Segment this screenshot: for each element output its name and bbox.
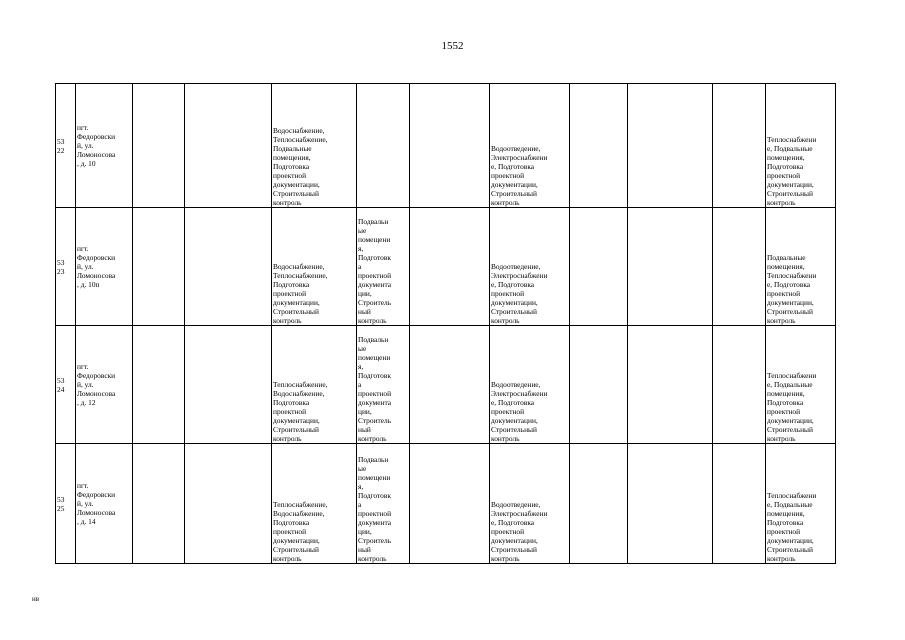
empty-cell: [570, 208, 628, 326]
works-cell: Водоотведение, Электроснабжени е, Подготовка проектной документации, Строительный контроль: [490, 444, 570, 564]
works-cell: Теплоснабжени е, Подвальные помещения, Подготовка проектной документации, Строительный контроль: [766, 84, 836, 208]
empty-cell: [713, 208, 766, 326]
table-row: [56, 208, 836, 326]
empty-cell: [133, 444, 185, 564]
empty-cell: [628, 326, 713, 444]
row-number-cell: 53 22: [56, 84, 76, 208]
works-cell: Водоснабжение, Теплоснабжение, Подготовка проектной документации, Строительный контроль: [272, 208, 357, 326]
address-cell: пгт. Федоровски й, ул. Ломоносова , д. 10: [76, 84, 133, 208]
empty-cell: [133, 84, 185, 208]
empty-cell: [185, 444, 272, 564]
empty-cell: [185, 208, 272, 326]
address-cell: пгт. Федоровски й, ул. Ломоносова , д. 12: [76, 326, 133, 444]
works-cell: Водоотведение, Электроснабжени е, Подготовка проектной документации, Строительный контроль: [490, 326, 570, 444]
page-number: 1552: [441, 40, 464, 52]
works-cell: [357, 84, 410, 208]
empty-cell: [570, 326, 628, 444]
empty-cell: [185, 326, 272, 444]
empty-cell: [628, 84, 713, 208]
works-cell: Теплоснабжение, Водоснабжение, Подготовка проектной документации, Строительный контроль: [272, 444, 357, 564]
empty-cell: [410, 444, 490, 564]
works-cell: Водоснабжение, Теплоснабжение, Подвальные помещения, Подготовка проектной документации, Строительный контроль: [272, 84, 357, 208]
row-number-cell: 53 23: [56, 208, 76, 326]
empty-cell: [410, 326, 490, 444]
empty-cell: [570, 444, 628, 564]
empty-cell: [570, 84, 628, 208]
empty-cell: [713, 84, 766, 208]
empty-cell: [133, 326, 185, 444]
empty-cell: [713, 444, 766, 564]
empty-cell: [410, 208, 490, 326]
works-table: [55, 83, 836, 564]
works-cell: Теплоснабжени е, Подвальные помещения, Подготовка проектной документации, Строительный контроль: [766, 444, 836, 564]
empty-cell: [713, 326, 766, 444]
empty-cell: [133, 208, 185, 326]
address-cell: пгт. Федоровски й, ул. Ломоносова , д. 10п: [76, 208, 133, 326]
empty-cell: [410, 84, 490, 208]
works-cell: Теплоснабжени е, Подвальные помещения, Подготовка проектной документации, Строительный контроль: [766, 326, 836, 444]
works-cell: Водоотведение, Электроснабжени е, Подготовка проектной документации, Строительный контроль: [490, 84, 570, 208]
works-cell: Подвальные помещения, Теплоснабжени е, Подготовка проектной документации, Строительный контроль: [766, 208, 836, 326]
row-number-cell: 53 24: [56, 326, 76, 444]
footer-mark: нв: [32, 595, 40, 603]
empty-cell: [185, 84, 272, 208]
works-cell: Подвальн ые помещени я, Подготовк а проектной документа ции, Строитель ный контроль: [357, 326, 410, 444]
works-cell: Подвальн ые помещени я, Подготовк а проектной документа ции, Строитель ный контроль: [357, 444, 410, 564]
works-cell: Теплоснабжение, Водоснабжение, Подготовка проектной документации, Строительный контроль: [272, 326, 357, 444]
table-row: [56, 326, 836, 444]
row-number-cell: 53 25: [56, 444, 76, 564]
works-cell: Водоотведение, Электроснабжени е, Подготовка проектной документации, Строительный контроль: [490, 208, 570, 326]
address-cell: пгт. Федоровски й, ул. Ломоносова , д. 14: [76, 444, 133, 564]
works-cell: Подвальн ые помещени я, Подготовк а проектной документа ции, Строитель ный контроль: [357, 208, 410, 326]
empty-cell: [628, 208, 713, 326]
empty-cell: [628, 444, 713, 564]
table-row: [56, 84, 836, 208]
table-row: [56, 444, 836, 564]
